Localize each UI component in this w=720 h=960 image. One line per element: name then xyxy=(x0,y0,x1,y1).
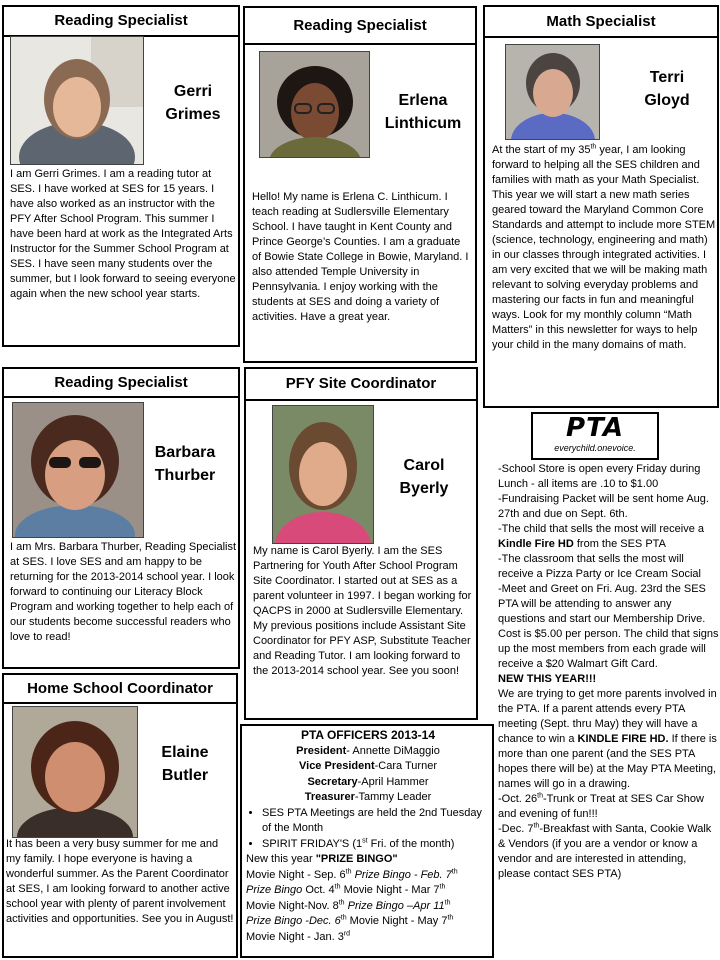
officers-content xyxy=(246,728,490,945)
officers-bullets xyxy=(246,806,490,853)
gerri-photo xyxy=(10,36,144,165)
pta-news-heading: NEW THIS YEAR!!! xyxy=(498,673,597,685)
meeting-bullet: • SES PTA Meetings are held the 2nd Tuesday of the Month xyxy=(262,806,490,837)
elaine-title: Home School Coordinator xyxy=(4,675,236,704)
pta-news-item: -Dec. 7th-Breakfast with Santa, Cookie Walk & Vendors (if you are a vendor or know a vendor and are interested in attending, please contact SES PTA) xyxy=(498,822,712,880)
schedule-row: Movie Night - Sep. 6th Prize Bingo - Feb. 7th xyxy=(246,867,458,881)
terri-bio: At the start of my 35th year, I am looking forward to helping all the SES children and families with math as your Math Specialist. This year we will start a new math series geared toward the Maryland Common Core Standards and attempt to include more STEM (science, technology, engineering and math) in our classes through integrated activities. I am very excited that we will be making math relevant to solving everyday problems and mastering our facts in fun and meaningful ways. Look for my monthly column “Math Matters” in this newsletter for ways to help your child in the many domains of math. xyxy=(492,143,716,351)
officer-vice-president: Vice President-Cara Turner xyxy=(299,760,437,772)
pta-logo-tagline: everychild.onevoice. xyxy=(554,443,636,453)
elaine-photo xyxy=(12,706,138,838)
pta-news-item: -Fundraising Packet will be sent home Aug. 27th and due on Sept. 6th. xyxy=(498,493,709,520)
erlena-name xyxy=(372,89,474,135)
schedule-row: Prize Bingo Oct. 4th Movie Night - Mar 7th xyxy=(246,883,446,896)
spirit-bullet: • SPIRIT FRIDAY'S (1st Fri. of the month) xyxy=(262,837,490,853)
pta-logo xyxy=(531,412,659,460)
pta-news-item: -School Store is open every Friday during Lunch - all items are .10 to $1.00 xyxy=(498,463,701,490)
elaine-last-name: Butler xyxy=(161,767,209,784)
pta-news-item: -The child that sells the most will receive a Kindle Fire HD from the SES PTA xyxy=(498,523,705,550)
officer-treasurer: Treasurer-Tammy Leader xyxy=(304,791,432,803)
barbara-first-name: Barbara xyxy=(154,444,216,461)
carol-first-name: Carol xyxy=(403,457,445,474)
elaine-bio: It has been a very busy summer for me and my family. I hope everyone is having a wonderful summer. As the Parent Coordinator at SES, I am looking forward to another active school year with plenty of parent involvement activities and opportunities. See you in August! xyxy=(6,838,234,925)
barbara-last-name: Thurber xyxy=(154,467,216,484)
terri-first-name: Terri xyxy=(649,69,685,86)
pta-news-item: -The classroom that sells the most will receive a Pizza Party or Ice Cream Social xyxy=(498,553,701,580)
gerri-last-name: Grimes xyxy=(165,106,221,123)
pta-logo-word: PTA xyxy=(566,413,624,443)
carol-title: PFY Site Coordinator xyxy=(246,369,476,401)
terri-photo xyxy=(505,44,600,140)
carol-bio: My name is Carol Byerly. I am the SES Partnering for Youth After School Program Site Coordinator. I started out at SES as a parent volunteer in 1997. I began working for QACPS in 2000 at Sudlersville Elementary. My previous positions include Assistant Site Coordinator for PFY ASP, Substitute Teacher and Reading Tutor. I am looking forward to the 2013-2014 school year. See you soon! xyxy=(253,545,472,677)
erlena-last-name: Linthicum xyxy=(384,115,462,132)
elaine-first-name: Elaine xyxy=(161,744,209,761)
erlena-bio: Hello! My name is Erlena C. Linthicum. I teach reading at Sudlersville Elementary School. I have taught in Kent County and Prince George’s Counties. I am a graduate of Bowie State College in Bowie, Maryland. I also attended Temple University in Pennsylvania. I enjoy working with the students at SES and doing a variety of activities. Have a great year. xyxy=(252,191,469,323)
carol-photo xyxy=(272,405,374,544)
officer-president: President- Annette DiMaggio xyxy=(296,744,440,757)
gerri-name xyxy=(148,80,238,126)
gerri-bio: I am Gerri Grimes. I am a reading tutor at SES. I have worked at SES for 15 years. I have also worked as an instructor with the PFY After School Program. This summer I have been hard at work as the Integrated Arts Instructor for the Summer School Program at SES. I have seen many students over the summer, but I look forward to seeing everyone again when the new school year starts. xyxy=(10,168,236,300)
pta-news-item: -Oct. 26th-Trunk or Treat at SES Car Show and evening of fun!!! xyxy=(498,792,704,820)
officers-title: PTA OFFICERS 2013-14 xyxy=(300,728,436,742)
terri-last-name: Gloyd xyxy=(644,92,690,109)
schedule-row: Prize Bingo -Dec. 6th Movie Night - May 7th xyxy=(246,914,454,927)
schedule-row: Movie Night-Nov. 8th Prize Bingo –Apr 11th xyxy=(246,898,451,912)
pta-news-item: We are trying to get more parents involved in the PTA. If a parent attends every PTA meeting (Sept. thru May) they will have a chance to win a KINDLE FIRE HD. If there is more than one parent (and the SES PTA hopes there will be) at the May PTA Meeting, names will go in a drawing. xyxy=(498,688,717,790)
erlena-title: Reading Specialist xyxy=(245,8,475,45)
terri-name xyxy=(620,66,714,112)
pta-news-item: -Meet and Greet on Fri. Aug. 23rd the SES PTA will be attending to answer any questions and start our Membership Drive. Cost is $5.00 per person. The child that signs up the most members from each grade will receive a $20 Walmart Gift Card. xyxy=(498,583,719,670)
pta-news xyxy=(498,462,720,882)
terri-title: Math Specialist xyxy=(485,7,717,38)
barbara-title: Reading Specialist xyxy=(4,369,238,398)
barbara-name xyxy=(145,441,225,487)
officer-secretary: Secretary-April Hammer xyxy=(307,775,429,788)
bingo-line: New this year "PRIZE BINGO" xyxy=(246,853,398,865)
schedule-row: Movie Night - Jan. 3rd xyxy=(246,929,351,943)
barbara-bio: I am Mrs. Barbara Thurber, Reading Specialist at SES. I love SES and am happy to be returning for the 2013-2014 school year. I look forward to continuing our Literacy Block Program and working together to help each of our students become successful readers who love to read! xyxy=(10,541,237,643)
gerri-title: Reading Specialist xyxy=(4,7,238,37)
elaine-name xyxy=(142,741,228,787)
carol-name xyxy=(380,454,468,500)
barbara-photo xyxy=(12,402,144,538)
erlena-photo xyxy=(259,51,370,158)
erlena-first-name: Erlena xyxy=(398,92,448,109)
gerri-first-name: Gerri xyxy=(173,83,213,100)
carol-last-name: Byerly xyxy=(399,480,449,497)
